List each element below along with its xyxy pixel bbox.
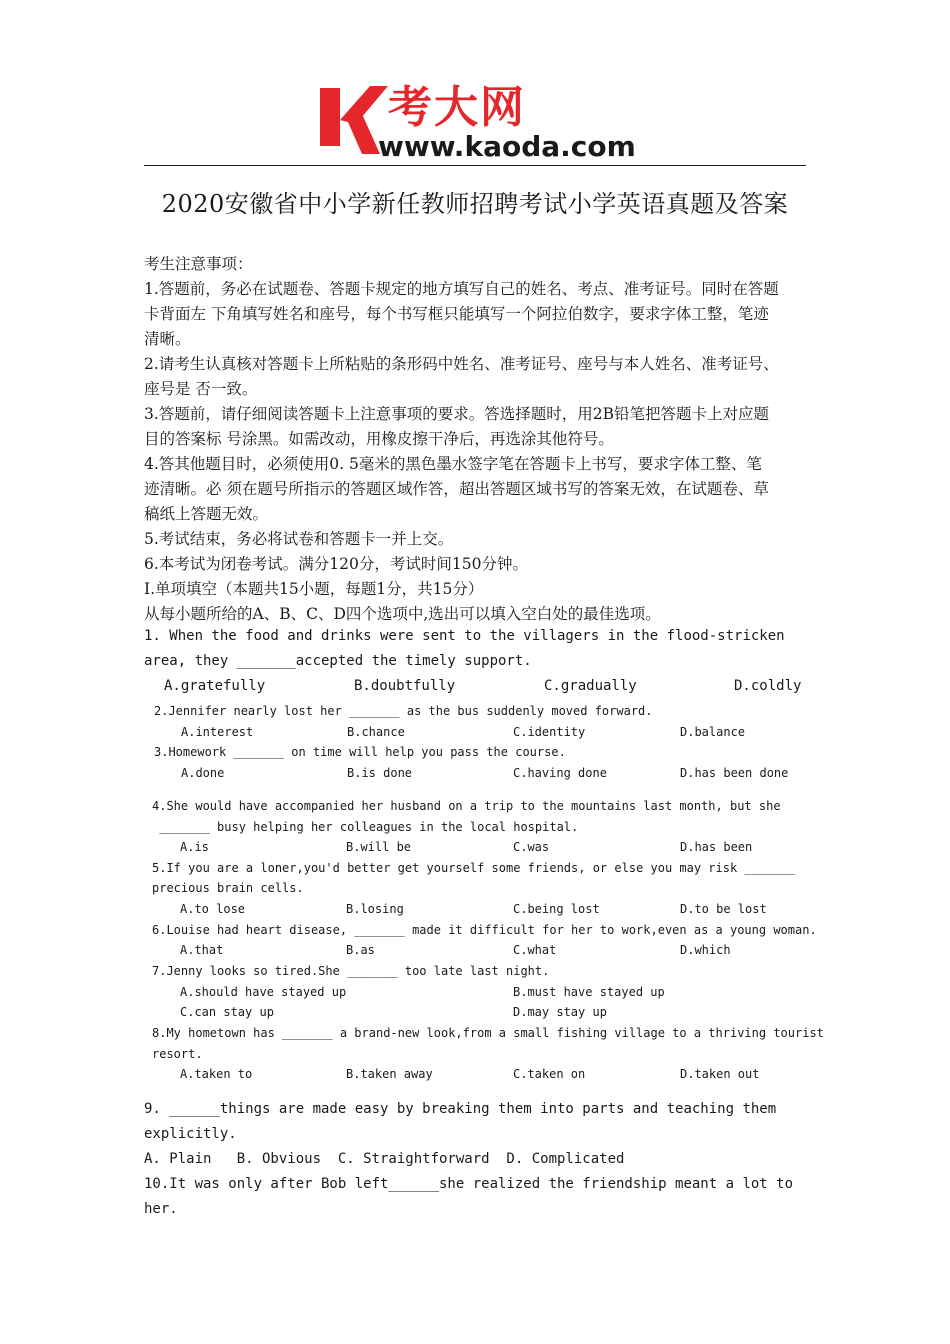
option-c: C.can stay up <box>180 1005 274 1019</box>
option-b: B.taken away <box>346 1067 433 1081</box>
notice-line: 清晰。 <box>144 330 191 348</box>
notice-heading: 考生注意事项： <box>144 255 253 273</box>
section-instruction: 从每小题所给的A、B、C、D四个选项中,选出可以填入空白处的最佳选项。 <box>144 605 661 623</box>
option-d: D.coldly <box>734 678 802 694</box>
option-d: D.has been <box>680 840 753 854</box>
options-line: A. Plain B. Obvious C. Straightforward D. Complicated <box>144 1151 625 1167</box>
option-a: A.that <box>180 943 224 957</box>
header-divider <box>144 165 806 166</box>
notice-line: 迹清晰。必 须在题号所指示的答题区域作答，超出答题区域书写的答案无效，在试题卷、草 <box>144 480 769 498</box>
option-c: C.having done <box>513 766 607 780</box>
question-text: 10.It was only after Bob left______she realized the friendship meant a lot to <box>144 1176 794 1192</box>
option-b: B.chance <box>347 725 405 739</box>
notice-line: 3.答题前，请仔细阅读答题卡上注意事项的要求。答选择题时，用2B铅笔把答题卡上对应题 <box>144 405 770 423</box>
notice-line: 5.考试结束，务必将试卷和答题卡一并上交。 <box>144 530 454 548</box>
question-text: area, they _______accepted the timely support. <box>144 653 532 669</box>
option-b: B.as <box>346 943 375 957</box>
question-text: 9. ______things are made easy by breaking them into parts and teaching them <box>144 1101 777 1117</box>
question-text: explicitly. <box>144 1126 237 1142</box>
notice-line: 1.答题前，务必在试题卷、答题卡规定的地方填写自己的姓名、考点、准考证号。同时在答题 <box>144 280 779 298</box>
option-b: B.will be <box>346 840 412 854</box>
logo-site-url: www.kaoda.com <box>378 130 636 160</box>
question-text: 7.Jenny looks so tired.She _______ too late last night. <box>152 964 550 978</box>
option-a: A.gratefully <box>164 678 266 694</box>
option-a: A.is <box>180 840 209 854</box>
option-a: A.interest <box>181 725 254 739</box>
option-c: C.taken on <box>513 1067 586 1081</box>
section-heading: I.单项填空（本题共15小题，每题1分，共15分） <box>144 580 484 598</box>
notice-line: 目的答案标 号涂黑。如需改动，用橡皮擦干净后，再选涂其他符号。 <box>144 430 614 448</box>
question-text: her. <box>144 1201 178 1217</box>
notice-line: 座号是 否一致。 <box>144 380 258 398</box>
logo-brand-cn: 考大网 <box>388 82 526 133</box>
question-text: 2.Jennifer nearly lost her _______ as the bus suddenly moved forward. <box>154 704 653 718</box>
option-c: C.identity <box>513 725 586 739</box>
option-c: C.gradually <box>544 678 637 694</box>
option-b: B.is done <box>347 766 413 780</box>
question-text: _______ busy helping her colleagues in the local hospital. <box>152 820 579 834</box>
option-c: C.what <box>513 943 557 957</box>
notice-line: 卡背面左 下角填写姓名和座号，每个书写框只能填写一个阿拉伯数字，要求字体工整，笔迹 <box>144 305 769 323</box>
kaoda-logo <box>318 74 638 160</box>
notice-line: 2.请考生认真核对答题卡上所粘贴的条形码中姓名、准考证号、座号与本人姓名、准考证号、 <box>144 355 779 373</box>
option-a: A.taken to <box>180 1067 253 1081</box>
option-d: D.may stay up <box>513 1005 607 1019</box>
notice-line: 4.答其他题目时，必须使用0. 5毫米的黑色墨水签字笔在答题卡上书写，要求字体工整、笔 <box>144 455 762 473</box>
question-text: resort. <box>152 1047 203 1061</box>
option-b: B.doubtfully <box>354 678 456 694</box>
option-d: D.balance <box>680 725 746 739</box>
option-c: C.being lost <box>513 902 600 916</box>
option-d: D.taken out <box>680 1067 760 1081</box>
option-a: A.to lose <box>180 902 246 916</box>
option-b: B.must have stayed up <box>513 985 665 999</box>
question-text: 8.My hometown has _______ a brand-new look,from a small fishing village to a thriving tourist <box>152 1026 824 1040</box>
question-text: 1. When the food and drinks were sent to the villagers in the flood-stricken <box>144 628 785 644</box>
option-a: A.should have stayed up <box>180 985 347 999</box>
notice-line: 6.本考试为闭卷考试。满分120分，考试时间150分钟。 <box>144 555 528 573</box>
notice-line: 稿纸上答题无效。 <box>144 505 269 523</box>
option-c: C.was <box>513 840 550 854</box>
option-d: D.to be lost <box>680 902 767 916</box>
question-text: precious brain cells. <box>152 881 304 895</box>
option-a: A.done <box>181 766 225 780</box>
option-d: D.has been done <box>680 766 789 780</box>
option-d: D.which <box>680 943 731 957</box>
question-text: 3.Homework _______ on time will help you pass the course. <box>154 745 566 759</box>
option-b: B.losing <box>346 902 404 916</box>
page-title: 2020安徽省中小学新任教师招聘考试小学英语真题及答案 <box>161 190 789 218</box>
question-text: 5.If you are a loner,you'd better get yourself some friends, or else you may risk _______ <box>152 861 795 875</box>
question-text: 6.Louise had heart disease, _______ made it difficult for her to work,even as a young woman. <box>152 923 817 937</box>
question-text: 4.She would have accompanied her husband on a trip to the mountains last month, but she <box>152 799 781 813</box>
